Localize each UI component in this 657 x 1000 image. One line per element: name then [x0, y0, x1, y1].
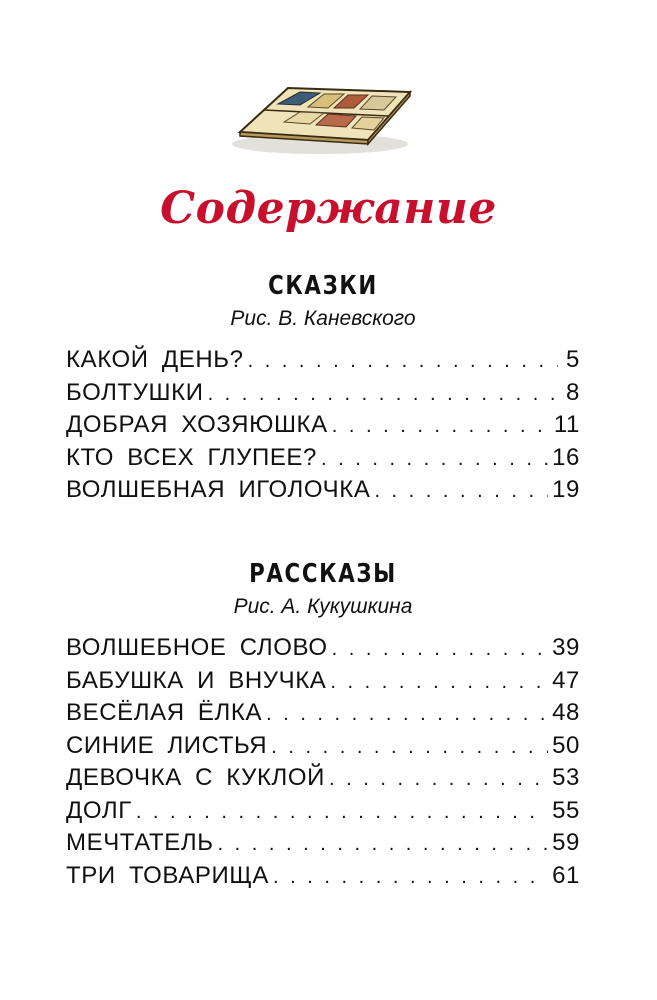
toc-entry-title: БАБУШКА И ВНУЧКА [66, 666, 327, 694]
toc-list [66, 344, 580, 507]
dot-leader [321, 443, 548, 476]
toc-entry-page: 19 [552, 476, 580, 503]
dot-leader [266, 698, 548, 731]
toc-entry-title: СИНИЕ ЛИСТЬЯ [66, 731, 268, 759]
toc-entry[interactable] [66, 795, 580, 828]
toc-entry-page: 47 [552, 666, 580, 694]
toc-entry[interactable] [66, 762, 580, 795]
toc-entry-title: БОЛТУШКИ [66, 378, 204, 406]
toc-entry[interactable] [66, 665, 580, 698]
dot-leader [248, 345, 558, 378]
toc-entry-title: ТРИ ТОВАРИЩА [66, 861, 270, 889]
toc-entry-title: ВОЛШЕБНОЕ СЛОВО [66, 634, 328, 661]
toc-entry-title: ВОЛШЕБНАЯ ИГОЛОЧКА [66, 476, 371, 503]
toc-entry-page: 5 [566, 346, 580, 373]
dot-leader [374, 475, 548, 508]
dot-leader [208, 378, 558, 411]
open-magazine-icon [228, 70, 418, 160]
toc-entry[interactable] [66, 697, 580, 730]
toc-entry-page: 50 [552, 731, 580, 759]
toc-entry[interactable] [66, 344, 580, 377]
toc-entry-page: 59 [552, 829, 580, 856]
dot-leader [218, 828, 549, 861]
dot-leader [136, 796, 548, 829]
toc-entry[interactable] [66, 409, 580, 442]
dot-leader [332, 410, 550, 443]
toc-entry[interactable] [66, 474, 580, 507]
illustrator-credit: Рис. В. Каневского [230, 307, 416, 330]
dot-leader [329, 763, 548, 796]
toc-entry-title: ДОБРАЯ ХОЗЯЮШКА [66, 411, 328, 438]
illustrator-credit: Рис. А. Кукушкина [233, 595, 413, 618]
toc-entry[interactable] [66, 632, 580, 665]
toc-entry-title: ДОЛГ [66, 796, 132, 824]
toc-list [66, 632, 580, 892]
toc-entry-page: 16 [552, 443, 580, 471]
toc-entry-page: 39 [552, 634, 580, 661]
toc-entry-title: ВЕСЁЛАЯ ЁЛКА [66, 699, 263, 726]
toc-entry-page: 11 [553, 411, 580, 438]
toc-entry[interactable] [66, 442, 580, 475]
toc-entry[interactable] [66, 860, 580, 893]
section-fairy-tales [66, 268, 580, 507]
toc-entry-page: 8 [566, 378, 580, 406]
section-title: РАССКАЗЫ [249, 559, 397, 589]
page-title: Содержание [160, 183, 497, 234]
toc-entry-page: 48 [552, 699, 580, 726]
dot-leader [273, 861, 548, 894]
toc-entry-title: КТО ВСЕХ ГЛУПЕЕ? [66, 443, 317, 471]
dot-leader [332, 633, 548, 666]
toc-entry-page: 53 [552, 764, 580, 791]
section-stories [66, 556, 580, 892]
toc-entry-page: 61 [552, 861, 580, 889]
toc-entry[interactable] [66, 827, 580, 860]
dot-leader [271, 731, 548, 764]
toc-entry-title: ДЕВОЧКА С КУКЛОЙ [66, 764, 326, 791]
toc-entry-title: КАКОЙ ДЕНЬ? [66, 346, 244, 373]
toc-entry-page: 55 [552, 796, 580, 824]
dot-leader [330, 666, 548, 699]
section-title: СКАЗКИ [268, 271, 378, 301]
toc-entry-title: МЕЧТАТЕЛЬ [66, 829, 214, 856]
toc-entry[interactable] [66, 730, 580, 763]
toc-entry[interactable] [66, 377, 580, 410]
